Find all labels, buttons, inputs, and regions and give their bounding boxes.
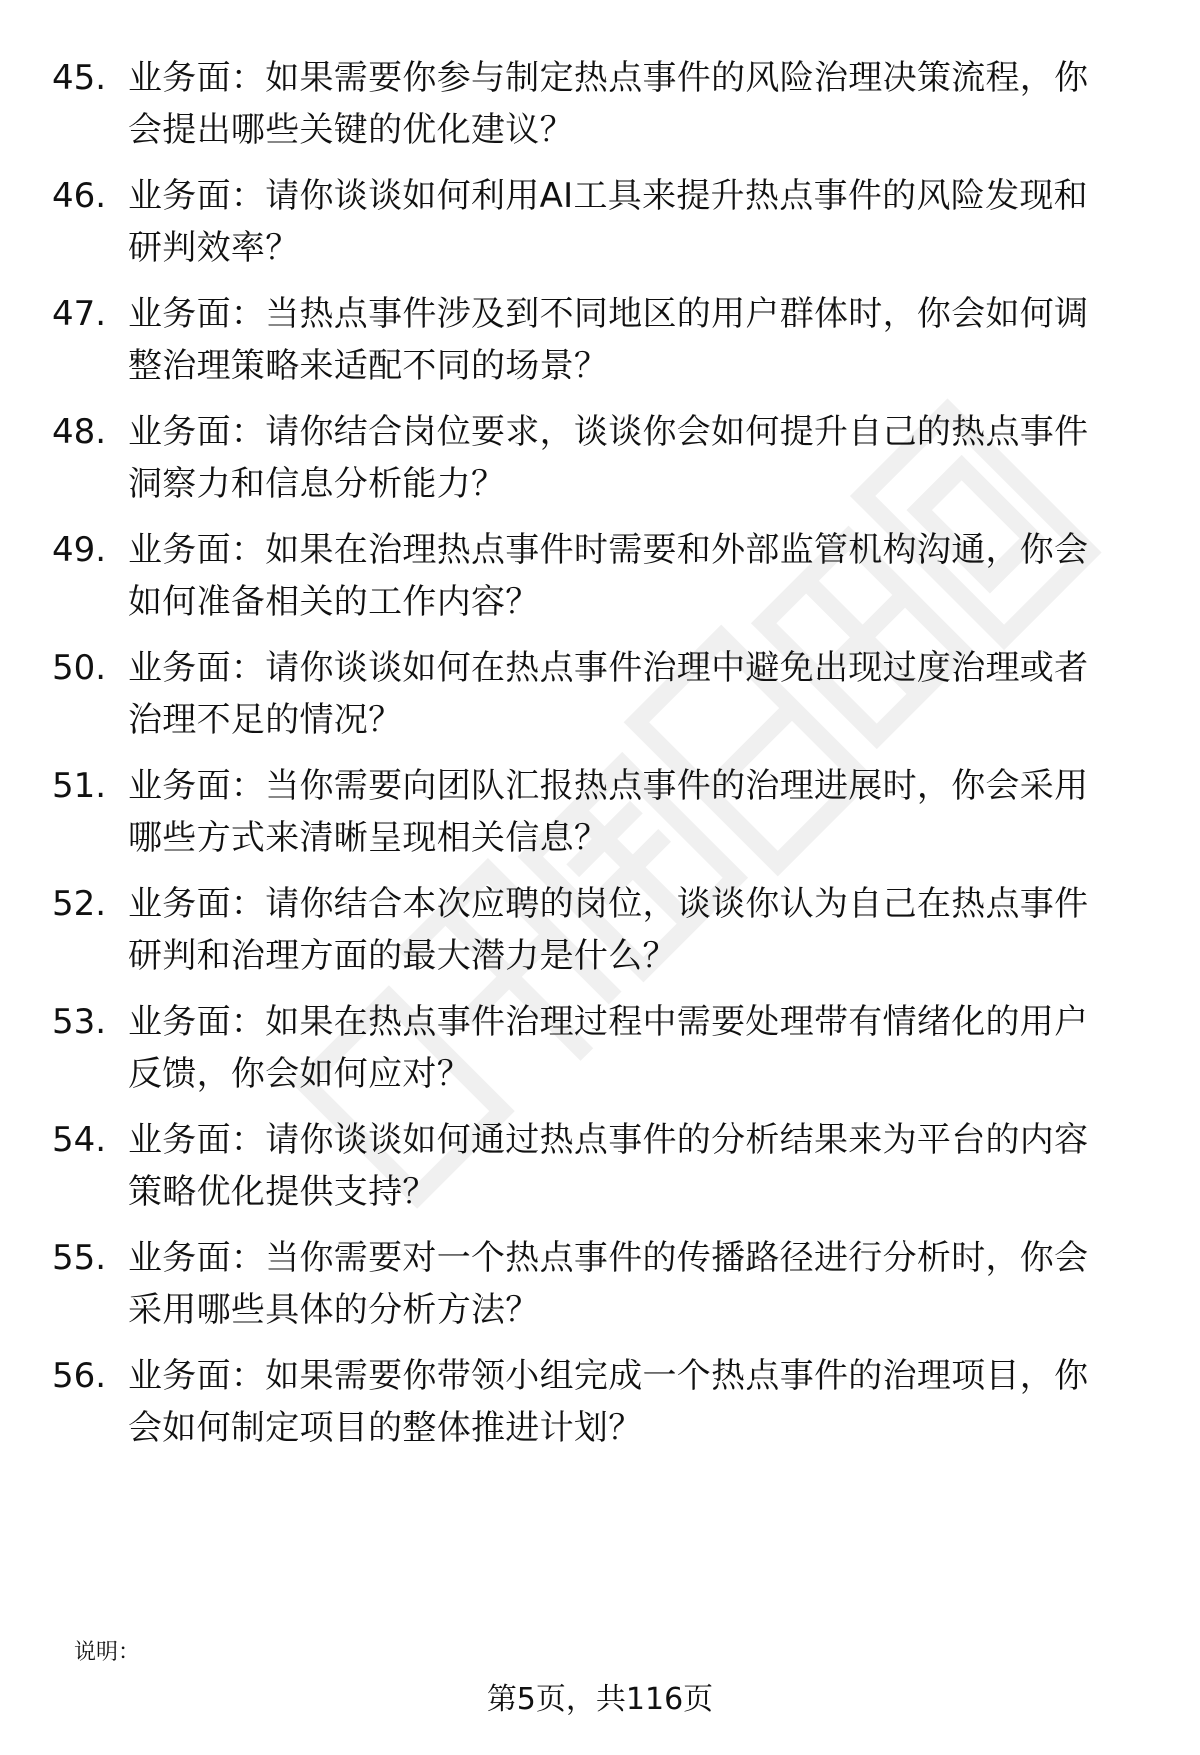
question-item <box>0 760 1200 864</box>
question-number: 55. <box>52 1238 107 1278</box>
question-text-line2: 研判和治理方面的最大潜力是什么？ <box>128 936 677 976</box>
question-item <box>0 642 1200 746</box>
question-text-line1: 业务面：请你结合本次应聘的岗位，谈谈你认为自己在热点事件 <box>128 884 1089 924</box>
question-text-line2: 会如何制定项目的整体推进计划？ <box>128 1408 643 1448</box>
question-number: 46. <box>52 176 107 216</box>
question-text-line1: 业务面：请你谈谈如何利用AI工具来提升热点事件的风险发现和 <box>128 176 1088 216</box>
question-text-line1: 业务面：如果在热点事件治理过程中需要处理带有情绪化的用户 <box>128 1002 1089 1042</box>
question-item <box>0 878 1200 982</box>
question-item <box>0 1114 1200 1218</box>
question-number: 54. <box>52 1120 107 1160</box>
question-number: 56. <box>52 1356 107 1396</box>
question-item <box>0 1232 1200 1336</box>
question-number: 49. <box>52 530 107 570</box>
question-text-line1: 业务面：请你谈谈如何在热点事件治理中避免出现过度治理或者 <box>128 648 1089 688</box>
question-number: 51. <box>52 766 107 806</box>
question-item <box>0 524 1200 628</box>
question-text-line2: 哪些方式来清晰呈现相关信息？ <box>128 818 609 858</box>
question-text-line1: 业务面：如果需要你参与制定热点事件的风险治理决策流程，你 <box>128 58 1089 98</box>
question-item <box>0 1350 1200 1454</box>
question-number: 50. <box>52 648 107 688</box>
question-text-line2: 研判效率？ <box>128 228 300 268</box>
question-number: 52. <box>52 884 107 924</box>
question-text-line1: 业务面：当你需要向团队汇报热点事件的治理进展时，你会采用 <box>128 766 1089 806</box>
note-label: 说明： <box>74 1640 141 1665</box>
question-text-line2: 治理不足的情况？ <box>128 700 403 740</box>
question-text-line2: 整治理策略来适配不同的场景？ <box>128 346 609 386</box>
question-text-line2: 反馈，你会如何应对？ <box>128 1054 471 1094</box>
question-item <box>0 288 1200 392</box>
question-text-line1: 业务面：如果需要你带领小组完成一个热点事件的治理项目，你 <box>128 1356 1089 1396</box>
question-text-line1: 业务面：当热点事件涉及到不同地区的用户群体时，你会如何调 <box>128 294 1089 334</box>
question-text-line2: 洞察力和信息分析能力？ <box>128 464 506 504</box>
question-number: 45. <box>52 58 107 98</box>
question-number: 48. <box>52 412 107 452</box>
question-text-line2: 如何准备相关的工作内容？ <box>128 582 540 622</box>
page-number-footer: 第5页，共116页 <box>486 1682 714 1717</box>
question-item <box>0 52 1200 156</box>
question-text-line1: 业务面：当你需要对一个热点事件的传播路径进行分析时，你会 <box>128 1238 1089 1278</box>
question-number: 53. <box>52 1002 107 1042</box>
question-item <box>0 996 1200 1100</box>
question-text-line1: 业务面：请你谈谈如何通过热点事件的分析结果来为平台的内容 <box>128 1120 1089 1160</box>
question-number: 47. <box>52 294 107 334</box>
question-text-line2: 会提出哪些关键的优化建议？ <box>128 110 574 150</box>
question-text-line1: 业务面：如果在治理热点事件时需要和外部监管机构沟通，你会 <box>128 530 1089 570</box>
question-text-line2: 策略优化提供支持？ <box>128 1172 437 1212</box>
question-item <box>0 406 1200 510</box>
question-text-line2: 采用哪些具体的分析方法？ <box>128 1290 540 1330</box>
question-item <box>0 170 1200 274</box>
question-text-line1: 业务面：请你结合岗位要求，谈谈你会如何提升自己的热点事件 <box>128 412 1089 452</box>
